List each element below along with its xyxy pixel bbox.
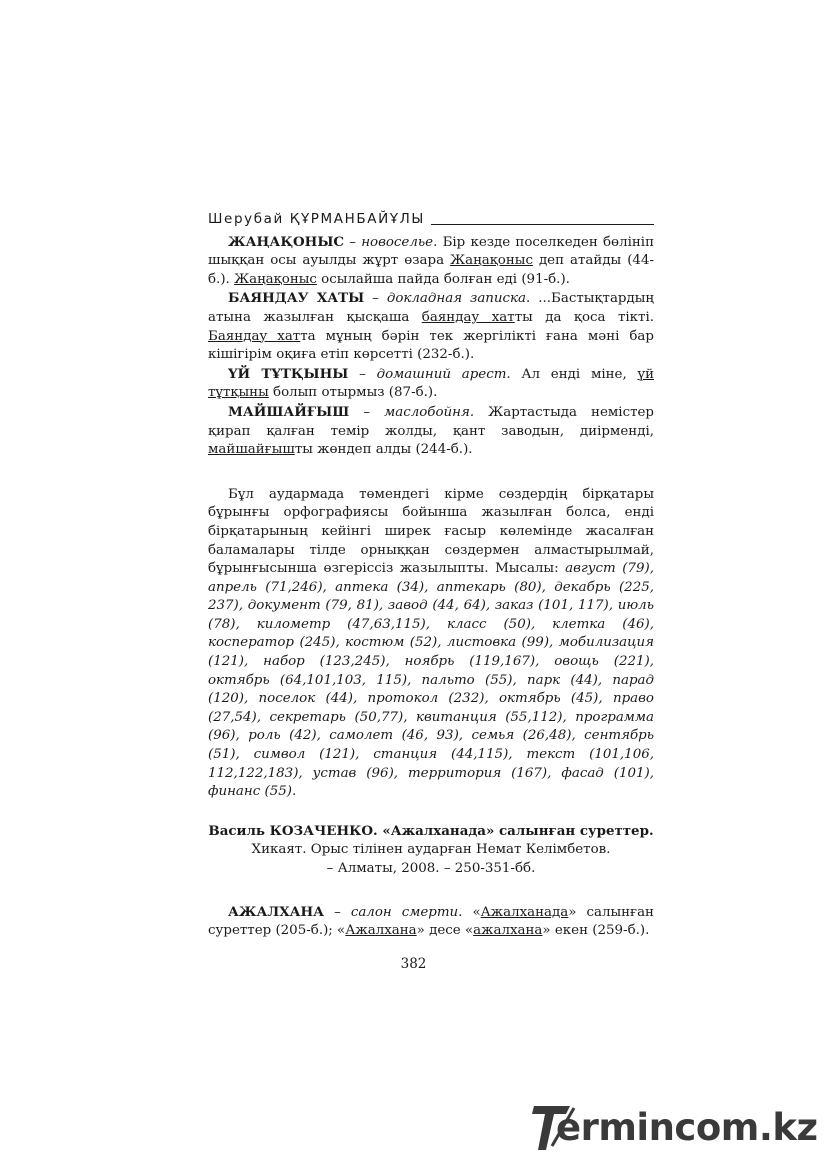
entry-example-term: баяндау хат [421, 309, 515, 325]
glossary-entry [208, 403, 654, 460]
entry-example-term: Жаңақоныс [234, 271, 317, 287]
entry-example-text: деп атайды (44-б.). [208, 253, 654, 287]
entry-translation: маслобойня. [384, 404, 475, 420]
entry-term: ЖАҢАҚОНЫС [228, 233, 345, 250]
running-title: Шерубай ҚҰРМАНБАЙҰЛЫ [208, 211, 425, 227]
entry-dash: – [344, 234, 362, 250]
source-line-2: Хикаят. Орыс тілінен аударған Немат Келімбетов. [251, 842, 611, 858]
glossary-entry [208, 903, 654, 941]
entry-example-term: ажалхана [473, 923, 543, 939]
entry-dash: – [324, 904, 351, 920]
entry-example-text: осылайша пайда болған еді (91-б.). [316, 271, 570, 287]
entry-term: ҮЙ ТҰТҚЫНЫ [228, 365, 349, 382]
entry-example-text: болып отырмыз (87-б.). [268, 385, 438, 401]
logo-text: ermincom.kz [556, 1106, 818, 1149]
running-head-rule [431, 224, 654, 225]
entry-dash: – [349, 404, 385, 420]
entry-term: БАЯНДАУ ХАТЫ [228, 290, 365, 307]
source-author: Василь КОЗАЧЕНКО. [208, 822, 378, 839]
paragraph-examples: август (79), апрель (71,246), аптека (34), аптекарь (80), декабрь (225, 237), документ (79, 81), завод (44, 64), заказ (101, 117), июль (78), километр (47,63,115), класс (50), клетка (46), косператор (245), костюм (52), листовка (99), мобилизация (121), набор (123,245), ноябрь (119,167), овощь (221), октябрь (64,101,103, 115), пальто (55), парк (44), парад (120), поселок (44), протокол (232), октябрь (45), право (27,54), секретарь (50,77), квитанция (55,112), программа (96), роль (42), самолет (46, 93), семья (26,48), сентябрь (51), символ (121), станция (44,115), текст (101,106, 112,122,183), устав (96), территория (167), фасад (101), финанс (55). [208, 561, 654, 800]
entry-example-text: Бір кезде поселкеден бөлініп шыққан осы ауылды жұрт өзара [208, 234, 654, 269]
termincom-logo[interactable] [532, 1102, 818, 1154]
glossary-entry [208, 365, 654, 403]
entry-example-text: » десе « [416, 923, 474, 939]
source-citation [208, 822, 654, 879]
entry-example-text: Жартастыда немістер қирап қалған темір жолды, қант заводын, диірменді, [208, 404, 654, 439]
body-paragraph [208, 486, 654, 802]
glossary-entry [208, 233, 654, 290]
entry-example-text: » салынған суреттер (205-б.); « [208, 904, 654, 939]
entry-example-term: Жаңақоныс [450, 253, 533, 269]
paragraph-intro: Бұл аудармада төмендегі кірме сөздердің бірқатары бұрынғы орфографиясы бойынша жазылған болса, енді бірқатарының кейінгі ширек ғасыр көлемінде жасалған баламалары тілде орныққан сөздермен алмастырылмай, бұрынғысынша өзгеріссіз жазылыпты. Мысалы: [208, 486, 654, 577]
source-line-3: – Алматы, 2008. – 250-351-бб. [326, 861, 536, 876]
entry-example-text: ты да қоса тікті. [514, 309, 654, 325]
glossary-entries [208, 233, 654, 460]
entry-term: АЖАЛХАНА [228, 903, 325, 920]
source-title: «Ажалханада» салынған суреттер. [377, 822, 654, 839]
page-content [208, 210, 654, 941]
page-number: 382 [400, 956, 427, 972]
entry-translation: домашний арест. [376, 366, 511, 382]
entry-dash: – [364, 291, 387, 307]
entry-example-text: » екен (259-б.). [542, 923, 650, 939]
source-title-line [208, 822, 654, 842]
entry-example-text: « [462, 904, 481, 920]
entry-example-text: Ал енді міне, [510, 366, 638, 382]
entry-dash: – [348, 366, 377, 382]
glossary-entries-2 [208, 903, 654, 941]
entry-example-term: Баяндау хат [208, 328, 301, 344]
running-head [208, 210, 654, 229]
entry-term: МАЙШАЙҒЫШ [228, 403, 350, 420]
entry-example-term: Ажалханада [480, 904, 569, 920]
entry-example-text: ...Бастықтардың атына жазылған қысқаша [208, 291, 654, 325]
entry-example-text: ты жөндеп алды (244-б.). [294, 442, 473, 458]
entry-example-term: үй тұтқыны [208, 366, 654, 401]
entry-translation: новоселье. [361, 234, 438, 250]
entry-example-text: та мұның бәрін тек жергілікті ғана мәні бар кішігірім оқиға етіп көрсетті (232-б.). [208, 328, 654, 363]
entry-translation: салон смерти. [350, 904, 463, 920]
entry-example-term: майшайғыш [208, 442, 295, 458]
glossary-entry [208, 289, 654, 364]
entry-example-term: Ажалхана [345, 923, 417, 939]
entry-translation: докладная записка. [386, 291, 531, 307]
